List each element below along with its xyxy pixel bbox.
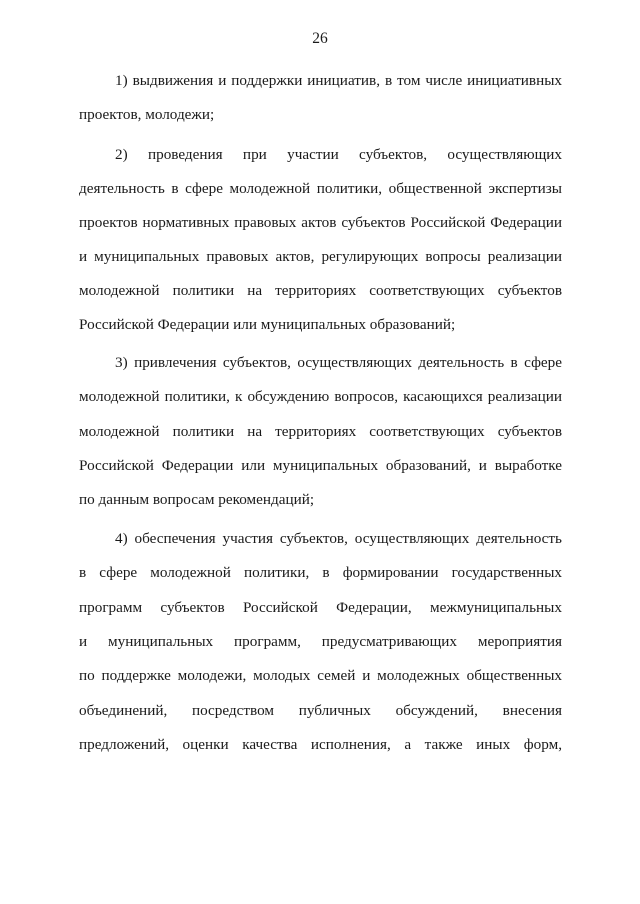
text-line: предложений, оценки качества исполнения, а также иных форм, [79, 736, 562, 753]
text-line: 4) обеспечения участия субъектов, осуществляющих деятельность [115, 530, 562, 547]
text-line: проектов нормативных правовых актов субъектов Российской Федерации [79, 214, 562, 231]
text-line: программ субъектов Российской Федерации, межмуниципальных [79, 599, 562, 616]
text-line: деятельность в сфере молодежной политики, общественной экспертизы [79, 180, 562, 197]
text-line: объединений, посредством публичных обсуждений, внесения [79, 702, 562, 719]
text-line: по поддержке молодежи, молодых семей и молодежных общественных [79, 667, 562, 684]
page-number: 26 [312, 30, 328, 47]
text-line: молодежной политики на территориях соответствующих субъектов [79, 423, 562, 440]
text-line: по данным вопросам рекомендаций; [79, 491, 315, 508]
text-line: 1) выдвижения и поддержки инициатив, в том числе инициативных [115, 72, 562, 89]
text-line: проектов, молодежи; [79, 106, 215, 123]
text-line: и муниципальных правовых актов, регулирующих вопросы реализации [79, 248, 562, 265]
text-line: Российской Федерации или муниципальных образований, и выработке [79, 457, 562, 474]
text-line: 2) проведения при участии субъектов, осуществляющих [115, 146, 562, 163]
text-line: и муниципальных программ, предусматривающих мероприятия [79, 633, 562, 650]
text-line: 3) привлечения субъектов, осуществляющих деятельность в сфере [115, 354, 562, 371]
text-line: молодежной политики, к обсуждению вопросов, касающихся реализации [79, 388, 562, 405]
text-line: молодежной политики на территориях соответствующих субъектов [79, 282, 562, 299]
text-line: в сфере молодежной политики, в формировании государственных [79, 564, 562, 581]
text-line: Российской Федерации или муниципальных образований; [79, 316, 456, 333]
